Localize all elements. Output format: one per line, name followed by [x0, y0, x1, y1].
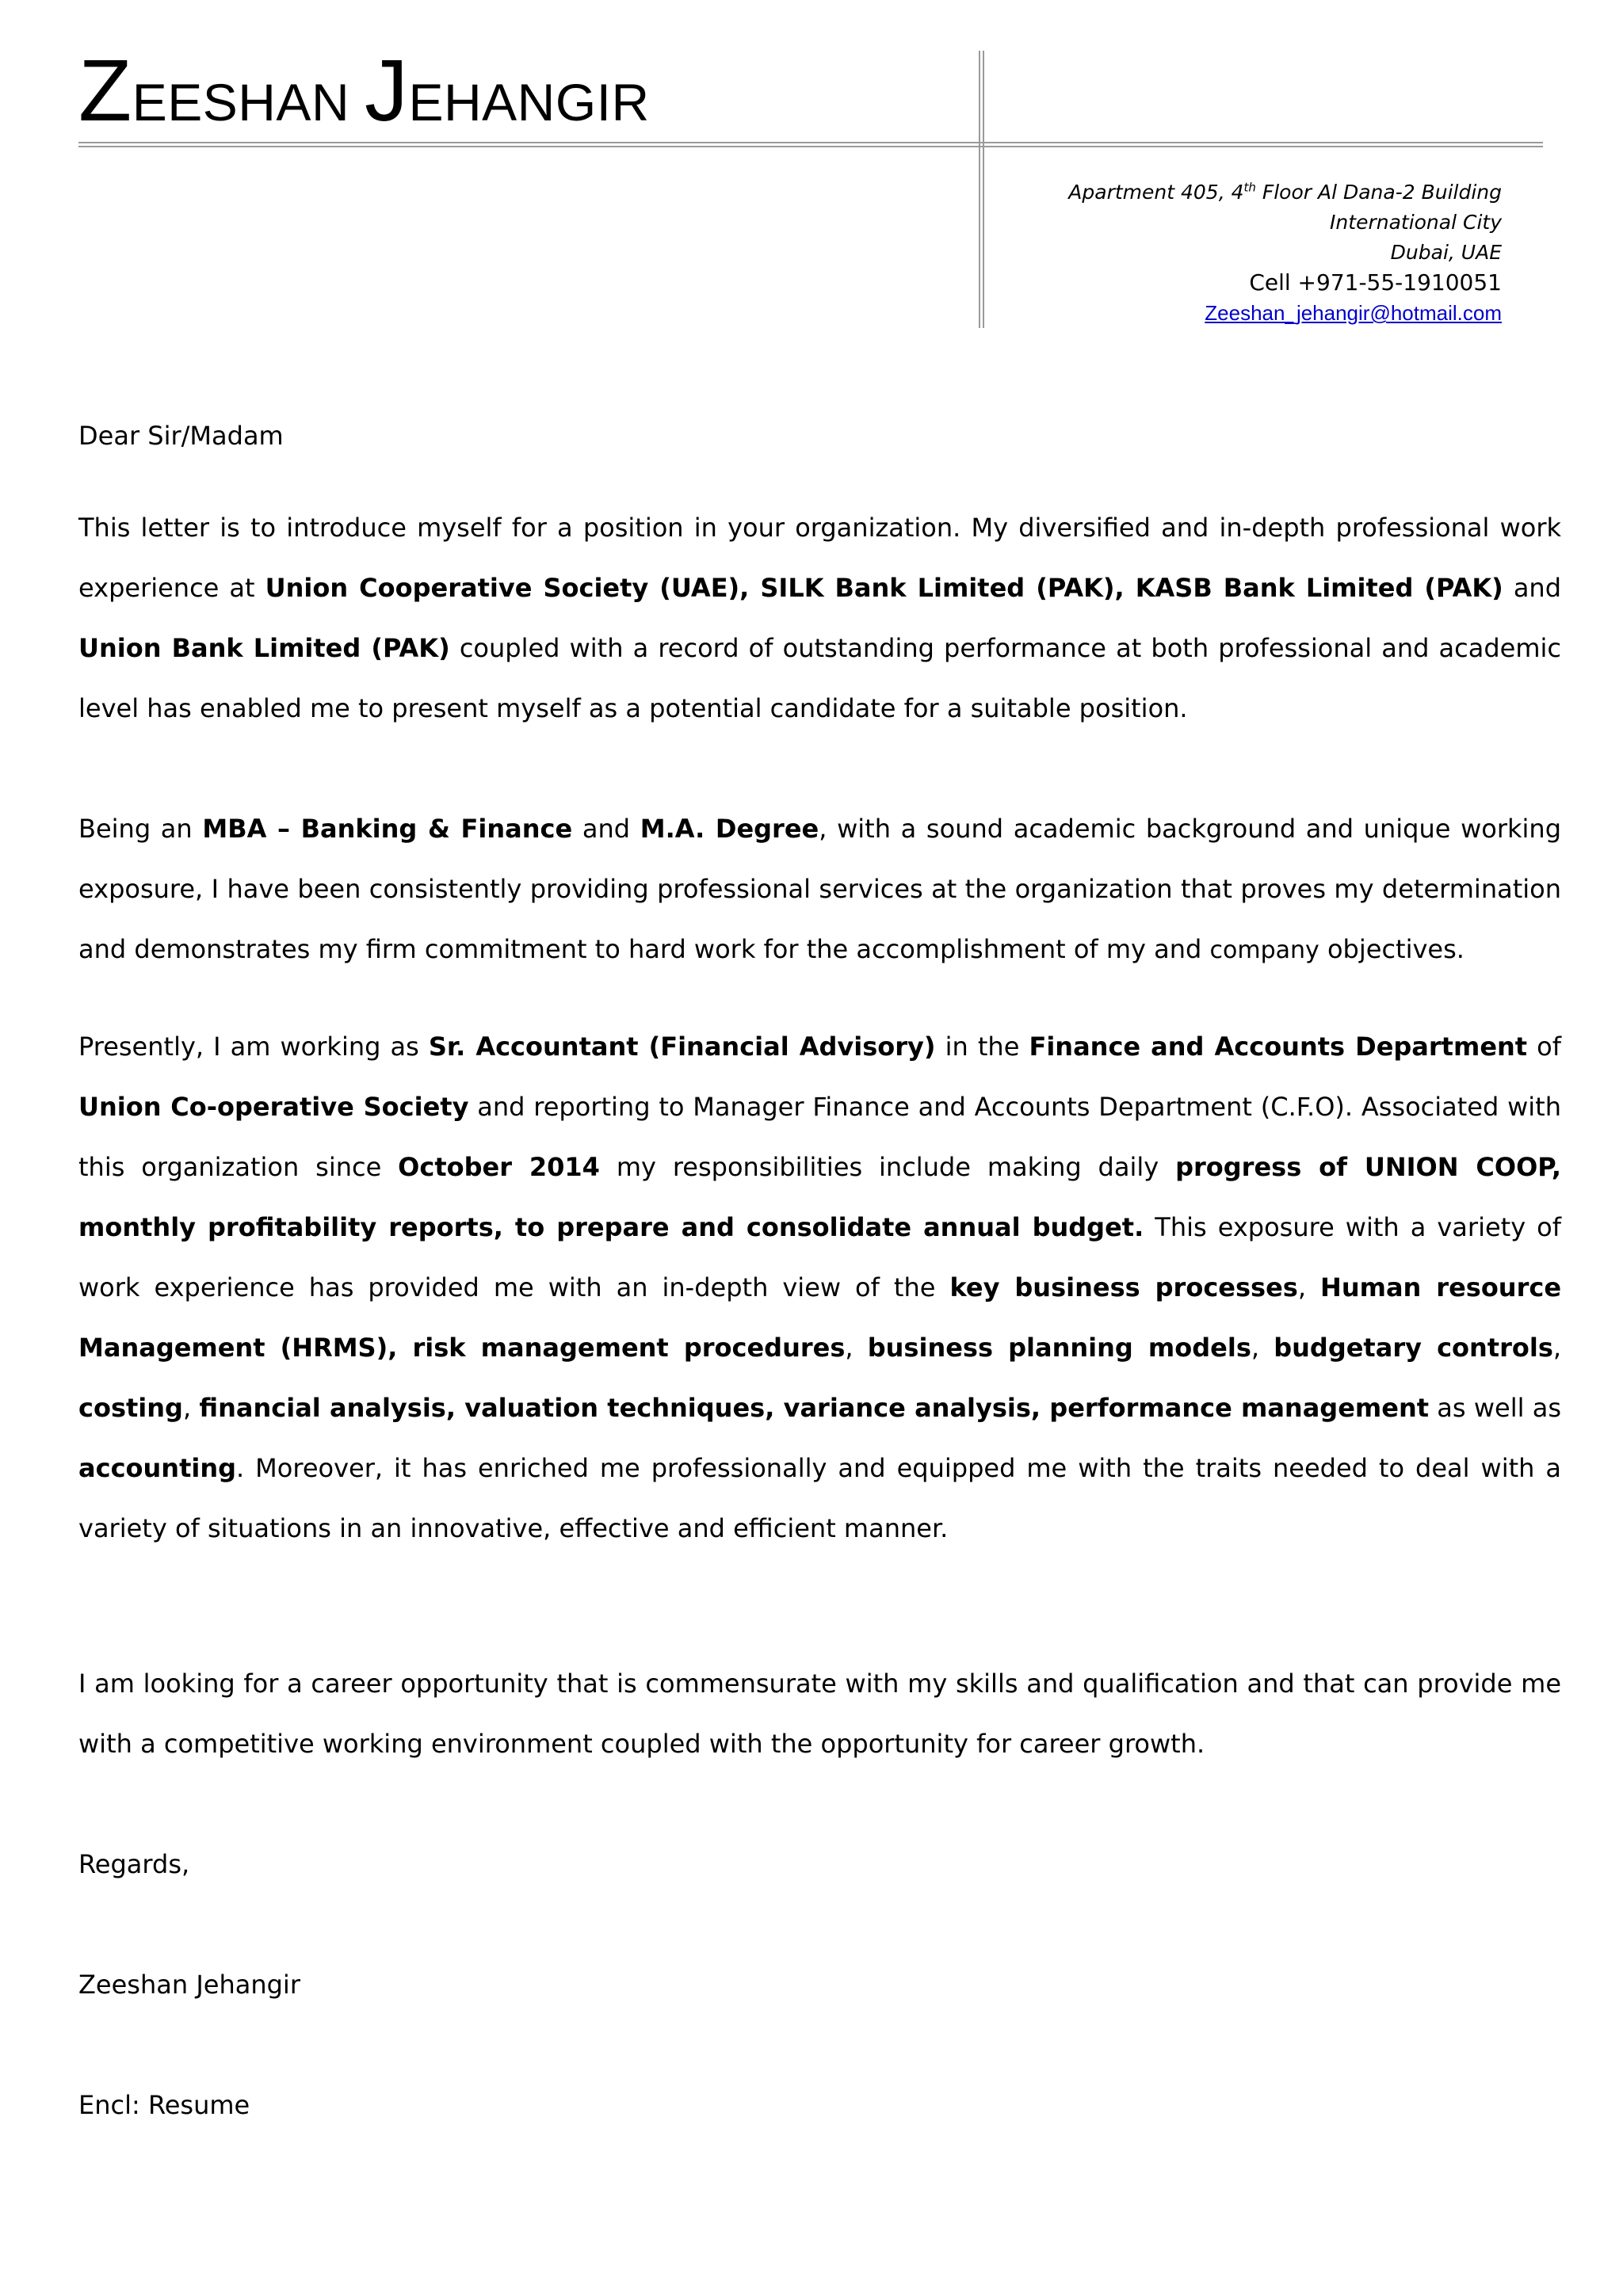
p2-ma-degree: M.A. Degree [640, 814, 819, 844]
salutation: Dear Sir/Madam [78, 421, 284, 451]
paragraph-career-goal: I am looking for a career opportunity that is commensurate with my skills and qualification and that can provide me with a competitive working environment coupled with the opportunity for career growth. [78, 1669, 1561, 1759]
applicant-name-heading [78, 42, 650, 139]
p1-text-1: This letter is to introduce myself for a position in your organization. My diversified and in-depth professional work experience at [78, 513, 1561, 603]
name-first-rest: EESHAN [132, 73, 350, 132]
cell-phone: Cell +971-55-1910051 [1249, 269, 1502, 296]
header-divider-left [979, 51, 980, 328]
p2-company: company [1209, 936, 1319, 964]
p3-text-5: my responsibilities include making daily [599, 1152, 1176, 1182]
email-link[interactable]: Zeeshan_jehangir@hotmail.com [1205, 301, 1502, 325]
address-line-3: Dubai, UAE [1390, 241, 1502, 264]
p2-text-1: Being an [78, 814, 203, 844]
name-last-initial: J [364, 42, 409, 139]
p3-text-7: , [1297, 1272, 1321, 1302]
p3-accounting: accounting [78, 1453, 237, 1483]
p3-department: Finance and Accounts Department [1029, 1032, 1528, 1062]
p3-text-6: This exposure with a variety of work experience has provided me with an in-depth view of the [78, 1212, 1562, 1302]
paragraph-current-role [78, 1016, 1561, 1558]
p1-text-2: and [1503, 573, 1562, 603]
p1-text-3: coupled with a record of outstanding performance at both professional and academic level has enabled me to present myself as a potential candidate for a suitable position. [78, 633, 1562, 723]
name-last-rest: EHANGIR [408, 73, 650, 132]
header-rule-upper [78, 142, 1543, 143]
p3-text-8: , [845, 1333, 868, 1363]
p3-text-2: in the [935, 1032, 1029, 1062]
letter-body [78, 406, 1561, 2135]
p3-key-business-processes: key business processes [949, 1272, 1298, 1302]
header-divider-right [983, 51, 984, 328]
p3-text-10: , [1552, 1333, 1562, 1363]
p3-text-1: Presently, I am working as [78, 1032, 429, 1062]
address-ordinal-suffix: th [1243, 180, 1256, 195]
p3-hrms-risk: Human resource Management (HRMS), risk management procedures [78, 1272, 1562, 1363]
paragraph-education [78, 799, 1561, 981]
p3-text-3: of [1527, 1032, 1562, 1062]
p2-text-4: objectives. [1319, 934, 1465, 964]
address-line-2: International City [1330, 211, 1502, 234]
enclosure-note: Encl: Resume [78, 2090, 250, 2120]
p2-text-3: , with a sound academic background and unique working exposure, I have been consistently providing professional services at the organization that proves my determination and demonstrates my firm commitment to hard work for the accomplishment of my and [78, 814, 1562, 964]
p3-start-date: October 2014 [398, 1152, 600, 1182]
p1-employers: Union Cooperative Society (UAE), SILK Bank Limited (PAK), KASB Bank Limited (PAK) [265, 573, 1503, 603]
paragraph-introduction [78, 498, 1561, 738]
p3-employer: Union Co-operative Society [78, 1092, 469, 1122]
p3-budgetary-controls: budgetary controls [1274, 1333, 1553, 1363]
header-rule-lower [78, 146, 1543, 147]
signature-name: Zeeshan Jehangir [78, 1970, 300, 2000]
p3-text-4: and reporting to Manager Finance and Accounts Department (C.F.O). Associated with this organization since [78, 1092, 1562, 1182]
p2-text-2: and [572, 814, 640, 844]
p3-text-11: , [182, 1393, 200, 1423]
p2-mba: MBA – Banking & Finance [202, 814, 573, 844]
p3-job-title: Sr. Accountant (Financial Advisory) [428, 1032, 936, 1062]
p3-text-9: , [1251, 1333, 1274, 1363]
address-line-1-part-a: Apartment 405, 4 [1068, 181, 1244, 204]
address-line-1 [1068, 177, 1502, 208]
address-line-1-part-b: Floor Al Dana-2 Building [1255, 181, 1502, 204]
p1-union-bank: Union Bank Limited (PAK) [78, 633, 450, 663]
p3-financial-analysis: financial analysis, valuation techniques, variance analysis, performance management [199, 1393, 1430, 1423]
p3-text-13: . Moreover, it has enriched me professionally and equipped me with the traits needed to deal with a variety of situations in an innovative, effective and efficient manner. [78, 1453, 1561, 1543]
p3-text-12: as well as [1429, 1393, 1562, 1423]
p3-business-planning: business planning models [867, 1333, 1251, 1363]
p3-costing: costing [78, 1393, 183, 1423]
p3-responsibilities: progress of UNION COOP, monthly profitability reports, to prepare and consolidate annual budget. [78, 1152, 1561, 1242]
name-first-initial: Z [78, 42, 132, 139]
contact-block [1068, 177, 1502, 329]
closing: Regards, [78, 1849, 190, 1879]
